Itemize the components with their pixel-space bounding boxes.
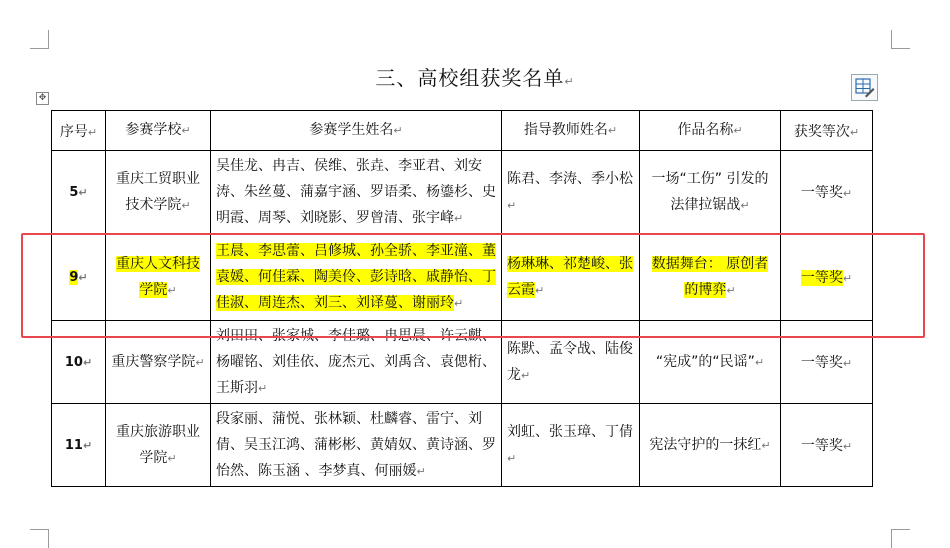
cell-teachers: 陈君、李涛、季小松↵ (502, 151, 640, 234)
cell-work: 数据舞台： 原创者的博弈↵ (640, 234, 781, 321)
cell-work: 宪法守护的一抹红↵ (640, 404, 781, 487)
cell-school: 重庆工贸职业技术学院↵ (106, 151, 211, 234)
cell-school: 重庆警察学院↵ (106, 321, 211, 404)
cell-no: 10↵ (52, 321, 106, 404)
table-row (52, 404, 873, 487)
cell-no: 9↵ (52, 234, 106, 321)
title-text: 三、高校组获奖名单 (375, 66, 565, 90)
crop-mark-top-right (891, 30, 910, 49)
crop-mark-bottom-left (30, 529, 49, 548)
cell-students: 刘田田、张家城、李佳璐、冉思晨、许云麒、杨曜铭、刘佳依、庞杰元、刘禹含、袁偲桁、王斯羽↵ (211, 321, 502, 404)
cell-work: “宪成”的“民谣”↵ (640, 321, 781, 404)
table-header-row (52, 111, 873, 151)
header-cell-students: 参赛学生姓名↵ (211, 111, 502, 151)
cell-award: 一等奖↵ (781, 151, 873, 234)
cell-award: 一等奖↵ (781, 404, 873, 487)
header-cell-award: 获奖等次↵ (781, 111, 873, 151)
cell-students: 王晨、李思蕾、吕修城、孙全骄、李亚潼、董袁媛、何佳霖、陶美伶、彭诗晗、戚静怡、丁佳淑、周连杰、刘三、刘译蔓、谢丽玲↵ (211, 234, 502, 321)
annotation-highlight-box (21, 233, 925, 338)
page-title (0, 62, 950, 91)
table-layout-icon[interactable] (851, 74, 878, 101)
cell-work: 一场“工伤” 引发的法律拉锯战↵ (640, 151, 781, 234)
cell-teachers: 杨琳琳、祁楚峻、张云霞↵ (502, 234, 640, 321)
header-cell-no: 序号↵ (52, 111, 106, 151)
cell-award: 一等奖↵ (781, 234, 873, 321)
header-cell-work: 作品名称↵ (640, 111, 781, 151)
table-row (52, 151, 873, 234)
table-move-handle-icon[interactable]: ✥ (36, 92, 49, 105)
cell-teachers: 陈默、孟令战、陆俊龙↵ (502, 321, 640, 404)
crop-mark-top-left (30, 30, 49, 49)
cell-students: 段家丽、蒲悦、张林颖、杜麟睿、雷宁、刘倩、吴玉江鸿、蒲彬彬、黄婧奴、黄诗涵、罗怡然、陈玉涵 、李梦真、何丽媛↵ (211, 404, 502, 487)
cell-students: 吴佳龙、冉吉、侯维、张垚、李亚君、刘安涛、朱丝蔓、蒲嘉宇涵、罗语柔、杨鎏杉、史明霞、周琴、刘晓影、罗曾清、张宇峰↵ (211, 151, 502, 234)
cell-teachers: 刘虹、张玉璋、丁倩↵ (502, 404, 640, 487)
header-cell-school: 参赛学校↵ (106, 111, 211, 151)
paragraph-mark: ↵ (564, 75, 575, 88)
cell-award: 一等奖↵ (781, 321, 873, 404)
cell-school: 重庆人文科技学院↵ (106, 234, 211, 321)
cell-no: 5↵ (52, 151, 106, 234)
crop-mark-bottom-right (891, 529, 910, 548)
cell-no: 11↵ (52, 404, 106, 487)
cell-school: 重庆旅游职业学院↵ (106, 404, 211, 487)
header-cell-teachers: 指导教师姓名↵ (502, 111, 640, 151)
